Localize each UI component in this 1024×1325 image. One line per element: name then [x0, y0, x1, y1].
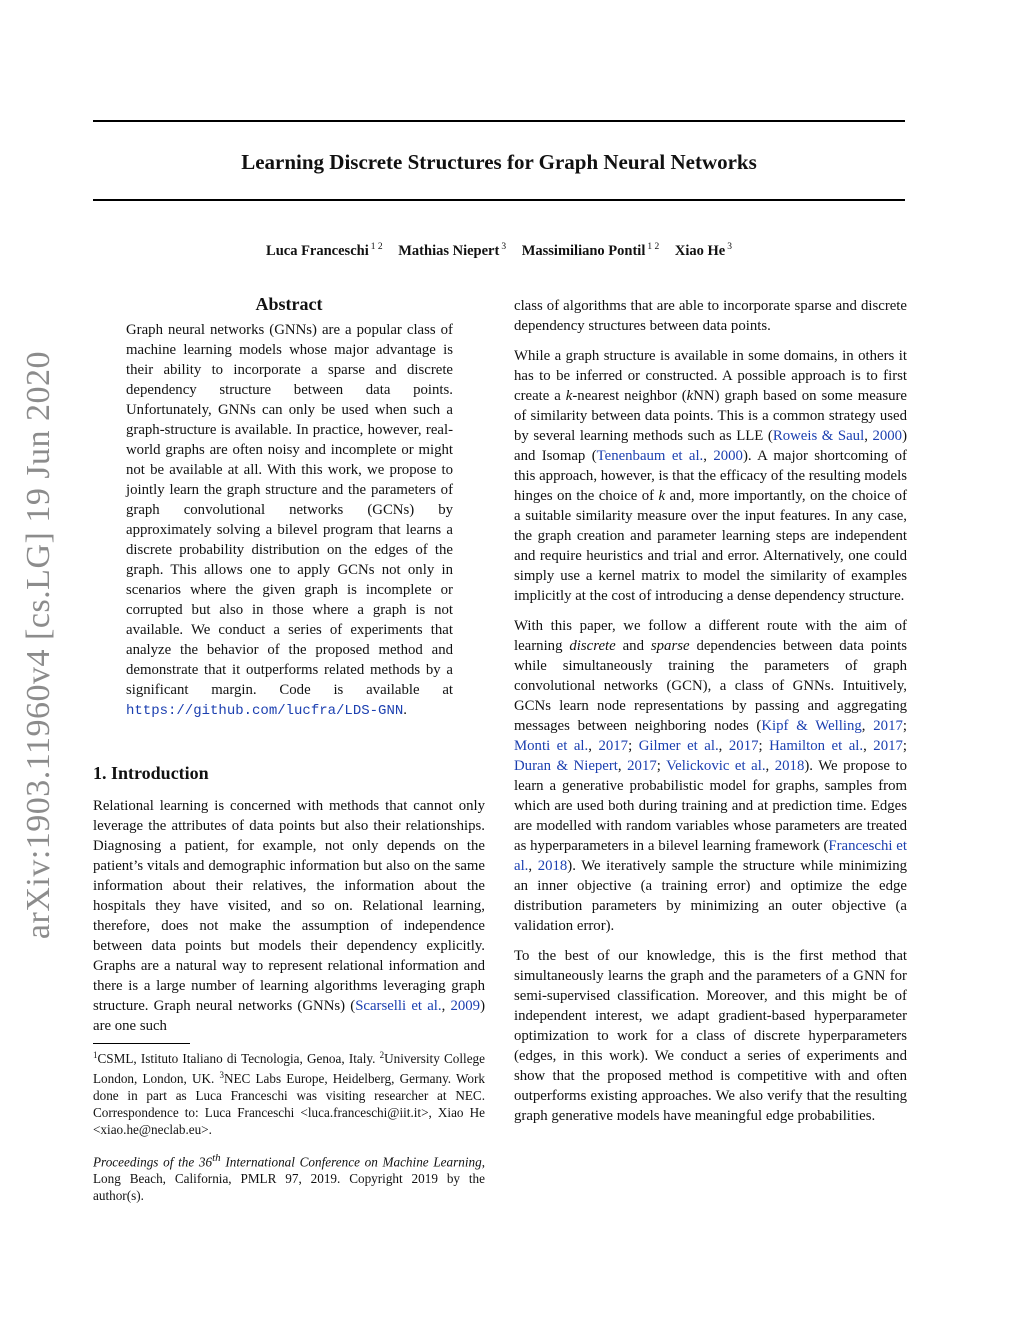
citation-year-link[interactable]: 2017 — [873, 718, 903, 734]
author: Xiao He $^3$ — [674, 242, 732, 259]
citation-year-link[interactable]: 2017 — [598, 738, 629, 754]
citation-link[interactable]: Tenenbaum et al. — [596, 448, 704, 464]
citation-link[interactable]: Scarselli et al. — [355, 998, 442, 1014]
affiliation-marker: 3 — [501, 242, 507, 252]
citation-link[interactable]: Kipf & Welling — [761, 718, 862, 734]
citation-year-link[interactable]: 2000 — [713, 448, 743, 464]
citation-link[interactable]: Duran & Niepert — [514, 758, 618, 774]
affiliation-marker: 1 2 — [370, 242, 383, 252]
citation-year-link[interactable]: 2017 — [728, 738, 759, 754]
left-column — [93, 0, 485, 1325]
citation-link[interactable]: Roweis & Saul — [772, 428, 865, 444]
abstract-heading: Abstract — [255, 294, 323, 314]
paragraph: class of algorithms that are able to incorporate sparse and discrete dependency structures between data points. — [514, 298, 907, 334]
citation-year-link[interactable]: 2018 — [774, 758, 805, 774]
paragraph: While a graph structure is available in some domains, in others it has to be inferred or constructed. A possible approach is to first create a k-nearest neighbor (kNN) graph based on some measure of similarity between data points. This is a common strategy used by several learning methods such as LLE (Roweis & Saul, 2000) and Isomap (Tenenbaum et al., 2000). A major shortcoming of this approach, however, is that the efficacy of the resulting models hinges on the choice of k and, more importantly, on the choice of a suitable similarity measure over the input features. In any case, the graph creation and parameter learning steps are independent and require heuristics and trial and error. Alternatively, one could simply use a kernel matrix to model the similarity of examples implicitly at the cost of introducing a dense dependency structure. — [514, 348, 907, 604]
citation-year-link[interactable]: 2017 — [627, 758, 657, 774]
citation-link[interactable]: Franceschi et al. — [514, 838, 907, 874]
affiliation-marker: 3 — [727, 242, 732, 252]
author: Luca Franceschi $^{1 2}$ — [266, 242, 383, 259]
citation-link[interactable]: Monti et al. — [514, 738, 589, 754]
citation-year-link[interactable]: 2018 — [537, 858, 568, 874]
citation-link[interactable]: Hamilton et al. — [769, 738, 864, 754]
proceedings-note: Proceedings of the 36th International Conference on Machine Learning, Long Beach, California, PMLR 97, 2019. Copyright 2019 by the author(s). — [93, 1152, 485, 1204]
citation-year-link[interactable]: 2000 — [872, 428, 903, 444]
paragraph: With this paper, we follow a different route with the aim of learning discrete and sparse dependencies between data points while simultaneously training the parameters of graph convolutional networks (GCN), a class of GNNs. Intuitively, GCNs learn node representations by passing and aggregating messages between neighboring nodes (Kipf & Welling, 2017; Monti et al., 2017; Gilmer et al., 2017; Hamilton et al., 2017; Duran & Niepert, 2017; Velickovic et al., 2018). We propose to learn a generative probabilistic model for graphs, samples from which are used both during training and at prediction time. Edges are modelled with random variables whose parameters are treated as hyperparameters in a bilevel learning framework (Franceschi et al., 2018). We iteratively sample the structure while minimizing an inner objective (a training error) and optimize the edge distribution parameters by minimizing an outer objective (a validation error). — [514, 618, 908, 934]
paper-title: Learning Discrete Structures for Graph Neural Networks — [241, 150, 757, 174]
arxiv-identifier-stamp: arXiv:1903.11960v4 [cs.LG] 19 Jun 2020 — [20, 350, 57, 940]
footnote-rule — [93, 1043, 190, 1044]
author: Mathias Niepert $^3$ — [398, 242, 507, 259]
author: Massimiliano Pontil $^{1 2}$ — [521, 242, 660, 259]
citation-link[interactable]: Gilmer et al. — [638, 738, 719, 754]
affiliations-footnote: $^1$CSML, Istituto Italiano di Tecnologia, Genoa, Italy. $^2$University College London, London, UK. $^3$NEC Labs Europe, Heidelberg, Germany. Work done in part as Luca Franceschi was visiting researcher at NEC. Correspondence to: Luca Franceschi <luca.franceschi@iit.it>, Xiao He <xiao.he@neclab.eu>. — [93, 1050, 486, 1137]
code-link[interactable]: https://github.com/lucfra/LDS-GNN — [126, 703, 404, 719]
abstract-text: Graph neural networks (GNNs) are a popular class of machine learning models whose major advantage is their ability to incorporate a sparse and discrete dependency structure between data points. Unfortunately, GNNs can only be used when such a graph-structure is available. In practice, however, real-world graphs are often noisy and incomplete or might not be available at all. With this work, we propose to jointly learn the graph structure and the parameters of graph convolutional networks (GCNs) by approximately solving a bilevel program that learns a discrete probability distribution on the edges of the graph. This allows one to apply GCNs not only in scenarios where the given graph is incomplete or corrupted but also in those where a graph is not available. We conduct a series of experiments that analyze the behavior of the proposed method and demonstrate that it outperforms related methods by a significant margin. Code is available at https://github.com/lucfra/LDS-GNN. — [126, 322, 453, 719]
paragraph: To the best of our knowledge, this is the first method that simultaneously learns the graph and the parameters of a GNN for semi-supervised classification. Moreover, and this might be of independent interest, we adapt gradient-based hyperparameter optimization to work for a class of discrete hyperparameters (edges, in this work). We conduct a series of experiments and show that the proposed method is competitive with and often outperforms existing approaches. We also verify that the resulting graph generative models have meaningful edge probabilities. — [514, 948, 907, 1124]
section-heading-introduction: 1. Introduction — [93, 763, 209, 783]
citation-link[interactable]: Velickovic et al. — [666, 758, 766, 774]
right-column — [514, 296, 907, 1136]
citation-year-link[interactable]: 2017 — [873, 738, 903, 754]
intro-paragraph: Relational learning is concerned with methods that cannot only leverage the attributes of data points but also their relationships. Diagnosing a patient, for example, not only depends on the patient’s vitals and demographic information but also on the same information about their relatives, the information about the hospitals they have visited, and so on. Relational learning, therefore, does not make the assumption of independence between data points but models their dependency explicitly. Graphs are a natural way to represent relational information and there is a large number of learning algorithms leveraging graph structure. Graph neural networks (GNNs) (Scarselli et al., 2009) are one such — [93, 798, 485, 1034]
affiliation-marker: 1 2 — [647, 242, 660, 252]
citation-year-link[interactable]: 2009 — [450, 998, 481, 1014]
